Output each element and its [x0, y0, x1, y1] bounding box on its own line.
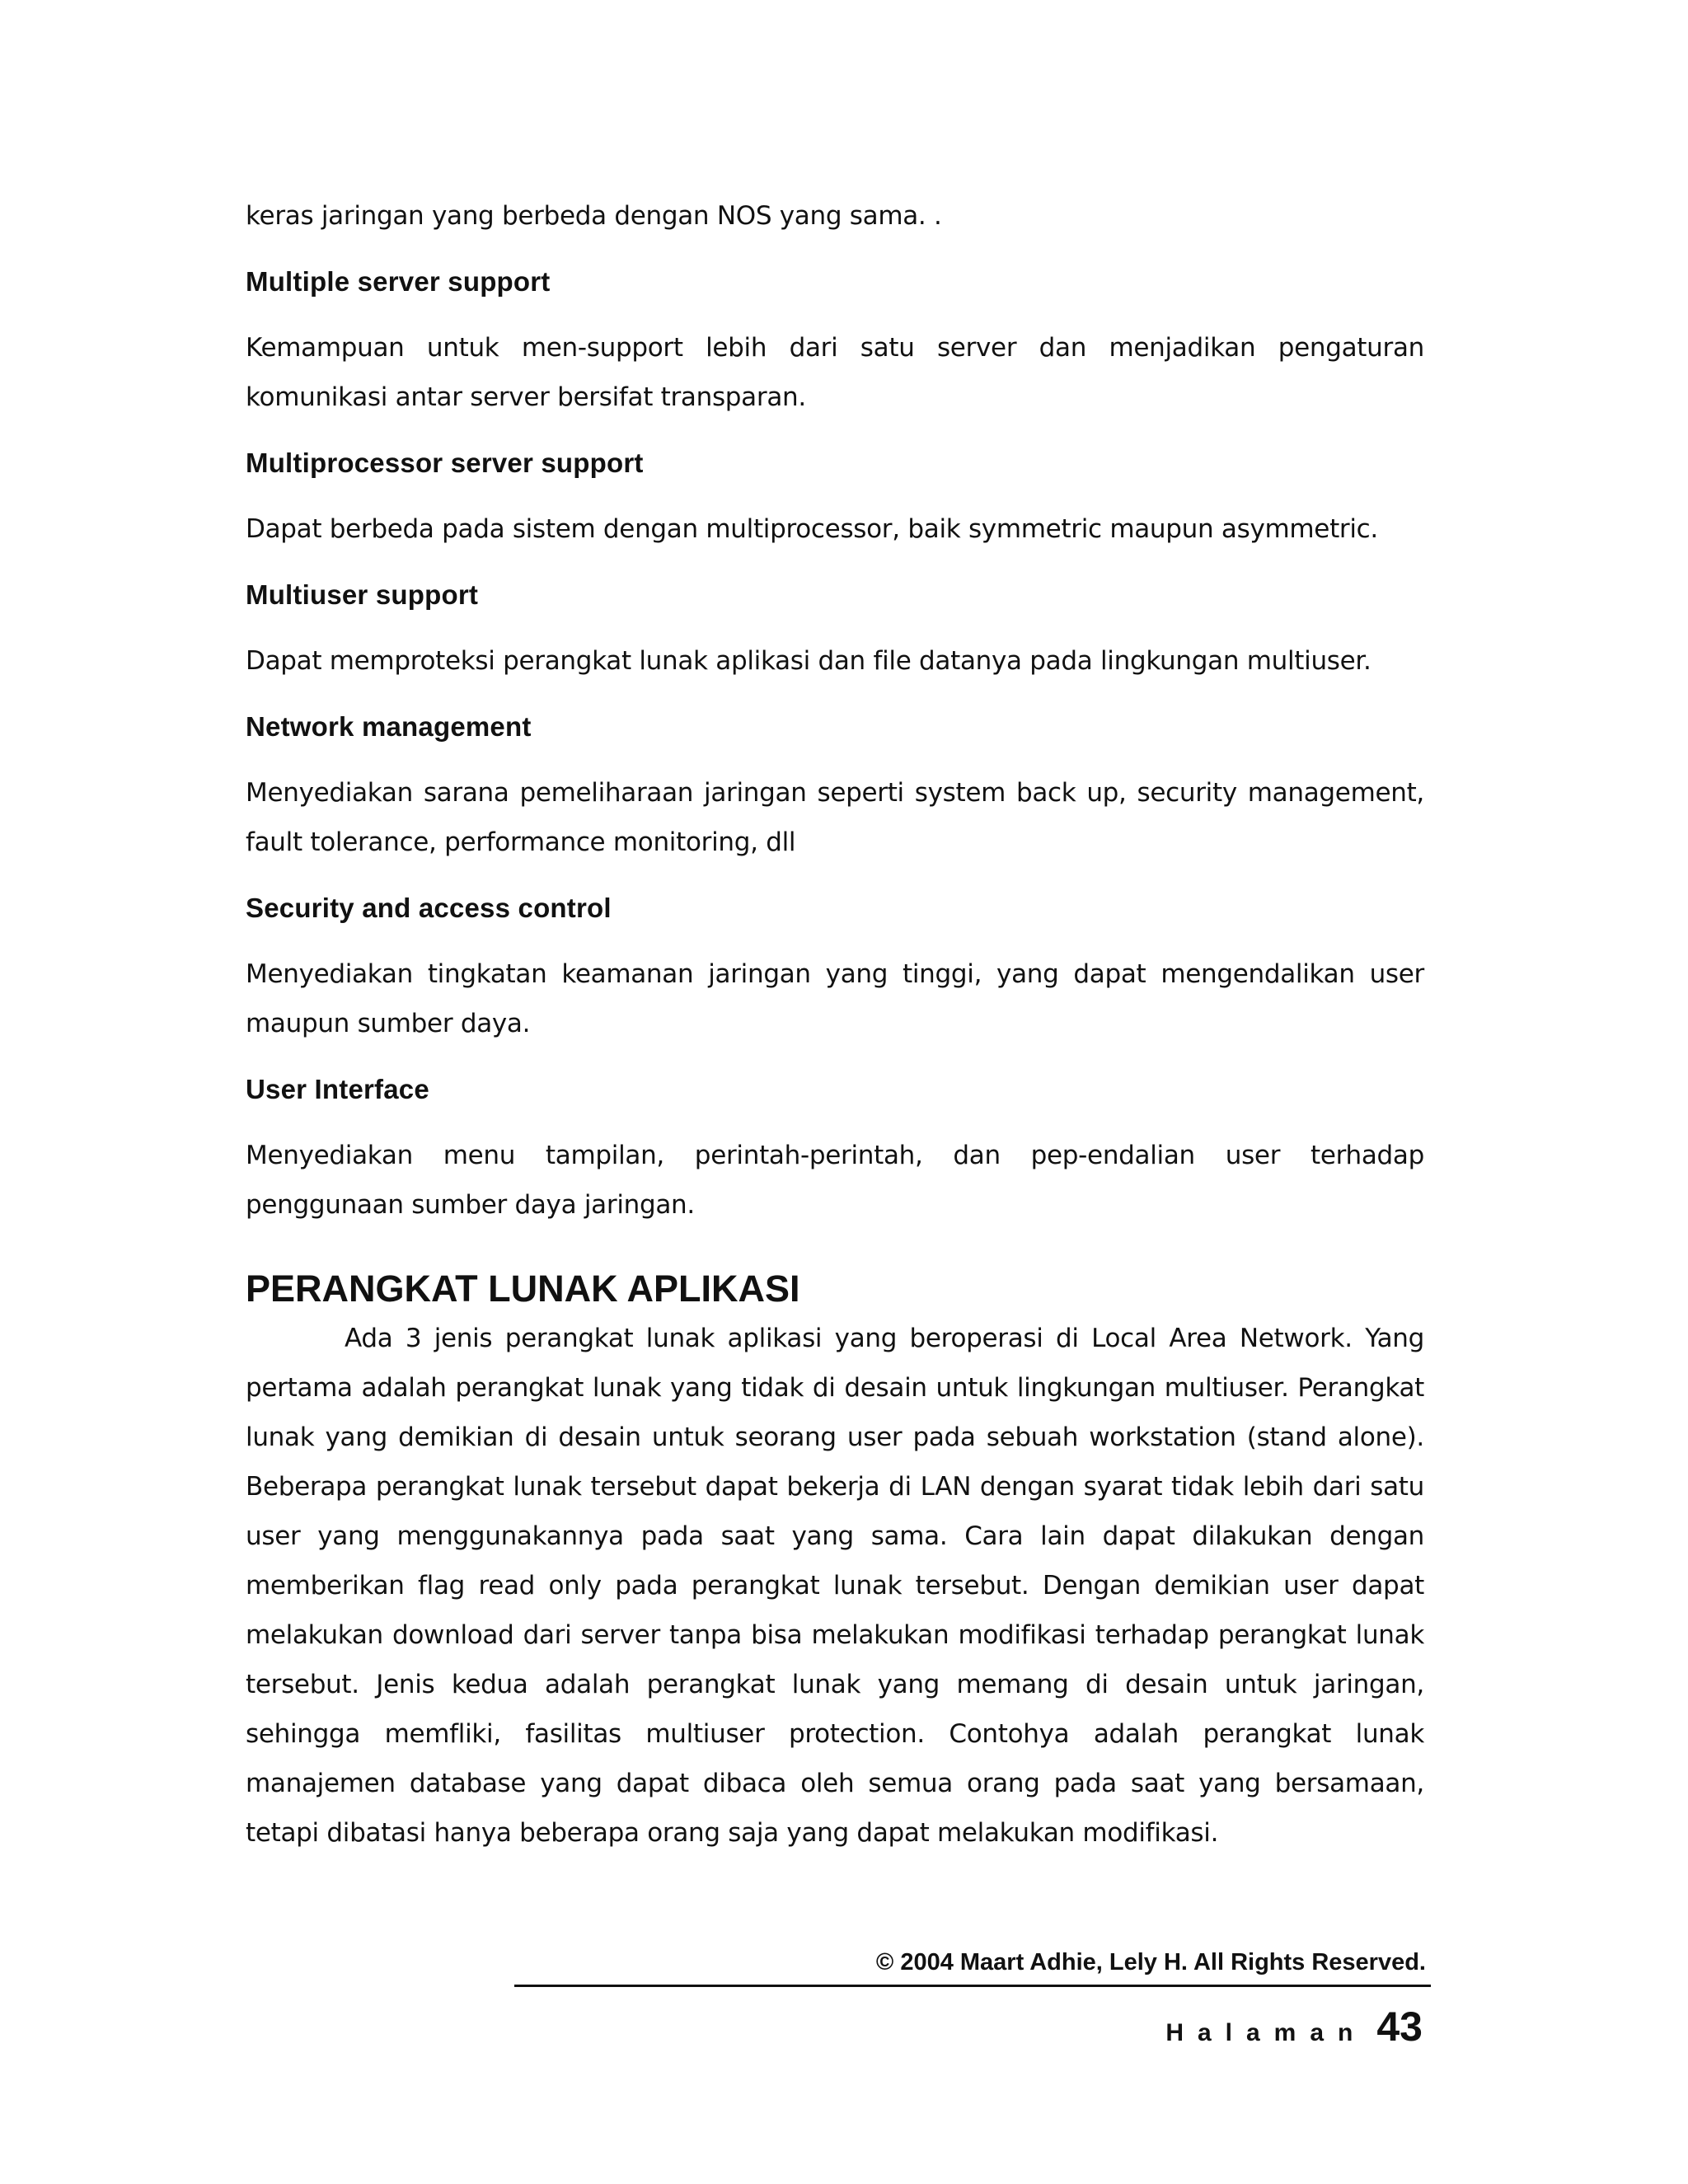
heading-security-and-access-control: Security and access control	[246, 893, 612, 923]
heading-multiple-server-support: Multiple server support	[246, 266, 551, 297]
paragraph-multiple-server-support: Kemampuan untuk men-support lebih dari satu server dan menjadikan pengaturan komunikasi antar server bersifat transparan.	[246, 333, 1424, 412]
page-label: Halaman	[1165, 2019, 1367, 2046]
paragraph-network-management: Menyediakan sarana pemeliharaan jaringan seperti system back up, security management, fault tolerance, performance monitoring, dll	[246, 778, 1424, 857]
paragraph-security-and-access-control: Menyediakan tingkatan keamanan jaringan yang tinggi, yang dapat mengendalikan user maupun sumber daya.	[246, 959, 1424, 1038]
page-number: 43	[1376, 2004, 1423, 2050]
page-content	[246, 191, 1424, 1874]
section-title: PERANGKAT LUNAK APLIKASI	[246, 1268, 800, 1310]
intro-paragraph: keras jaringan yang berbeda dengan NOS yang sama. .	[246, 201, 942, 231]
footer-divider	[514, 1985, 1431, 1987]
paragraph-multiuser-support: Dapat memproteksi perangkat lunak aplikasi dan file datanya pada lingkungan multiuser.	[246, 646, 1372, 676]
heading-user-interface: User Interface	[246, 1074, 429, 1104]
footer-page-indicator	[1165, 2003, 1423, 2050]
heading-network-management: Network management	[246, 711, 532, 742]
heading-multiuser-support: Multiuser support	[246, 579, 479, 610]
footer-copyright: © 2004 Maart Adhie, Lely H. All Rights Reserved.	[875, 1949, 1426, 1975]
section-body-paragraph: Ada 3 jenis perangkat lunak aplikasi yang beroperasi di Local Area Network. Yang pertama adalah perangkat lunak yang tidak di desain untuk lingkungan multiuser. Perangkat lunak yang demikian di desain untuk seorang user pada sebuah workstation (stand alone). Beberapa perangkat lunak tersebut dapat bekerja di LAN dengan syarat tidak lebih dari satu user yang menggunakannya pada saat yang sama. Cara lain dapat dilakukan dengan memberikan flag read only pada perangkat lunak tersebut. Dengan demikian user dapat melakukan download dari server tanpa bisa melakukan modifikasi terhadap perangkat lunak tersebut. Jenis kedua adalah perangkat lunak yang memang di desain untuk jaringan, sehingga memfliki, fasilitas multiuser protection. Contohya adalah perangkat lunak manajemen database yang dapat dibaca oleh semua orang pada saat yang bersamaan, tetapi dibatasi hanya beberapa orang saja yang dapat melakukan modifikasi.	[246, 1324, 1424, 1848]
paragraph-multiprocessor-server-support: Dapat berbeda pada sistem dengan multiprocessor, baik symmetric maupun asymmetric.	[246, 514, 1378, 544]
heading-multiprocessor-server-support: Multiprocessor server support	[246, 448, 644, 478]
paragraph-user-interface: Menyediakan menu tampilan, perintah-perintah, dan pep-endalian user terhadap penggunaan sumber daya jaringan.	[246, 1141, 1424, 1220]
